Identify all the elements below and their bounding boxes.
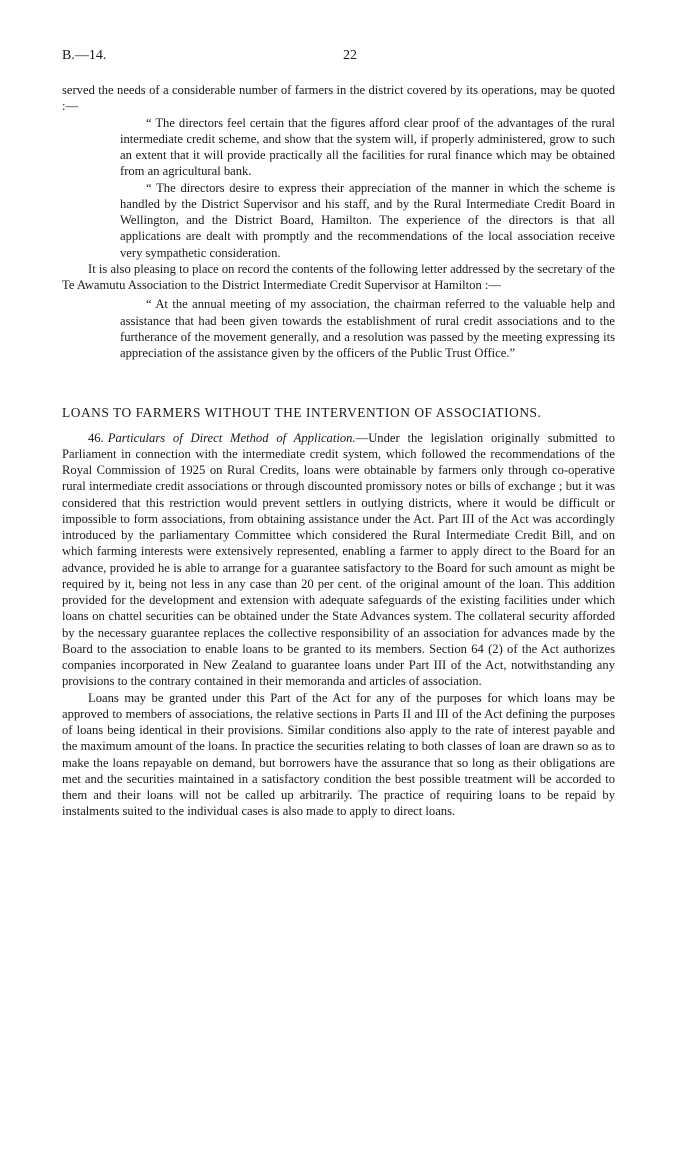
paragraph-46 — [62, 430, 615, 690]
paragraph-number: 46. — [88, 430, 104, 445]
page-number: 22 — [343, 48, 357, 63]
quote-paragraph: “ At the annual meeting of my association, the chairman referred to the valuable help and assistance that had been given towards the establishment of rural credit associations and to the furtherance of the movement generally, and a resolution was passed by the meeting expressing its appreciation of the assistance given by the officers of the Public Trust Office.” — [120, 297, 615, 360]
directors-quote — [120, 115, 615, 261]
paragraph-body: —Under the legislation originally submitted to Parliament in connection with the intermediate credit system, which followed the recommendations of the Royal Commission of 1925 on Rural Credits, loans were obtainable by farmers only through co-operative rural intermediate credit associations or through discounted promissory notes or bills of exchange ; but it was considered that this restriction would prevent settlers in outlying districts, where it would be difficult or impossible to form associations, from obtaining assistance under the Act. Part III of the Act was accordingly introduced by the parliamentary Committee which considered the Rural Intermediate Credit Bill, and on which farming interests were extensively represented, enabling a farmer to apply direct to the Board for an advance, provided he is able to arrange for a guarantee satisfactory to the Board for such amount as might be required by it, being not less in any case than 20 per cent. of the original amount of the loan. This addition provided for the development and extension with adequate safeguards of the existing facilities under which loans on chattel securities can be obtained under the State Advances system. The collateral security afforded by the necessary guarantee replaces the collective responsibility of an association for advances made by the Board to the association to enable loans to be granted to its members. Section 64 (2) of the Act authorizes companies incorporated in New Zealand to guarantee loans under Part III of the Act, notwithstanding any provisions to the contrary contained in their memoranda and articles of association. — [62, 430, 615, 689]
section-heading: LOANS TO FARMERS WITHOUT THE INTERVENTION OF ASSOCIATIONS. — [62, 405, 542, 421]
letter-quote — [120, 296, 615, 361]
running-header — [62, 48, 638, 68]
quote-paragraph: “ The directors feel certain that the figures afford clear proof of the advantages of the rural intermediate credit scheme, and show that the system will, if properly administered, grow to such an extent that it will provide practically all the facilities for rural finance which may be obtained from an agricultural bank. — [120, 115, 615, 179]
body-text — [62, 82, 615, 820]
letter-intro-paragraph: It is also pleasing to place on record the contents of the following letter addressed by the secretary of the Te Awamutu Association to the District Intermediate Credit Supervisor at Hamilton :— — [62, 261, 615, 292]
intro-paragraph: served the needs of a considerable number of farmers in the district covered by its operations, may be quoted :— — [62, 83, 615, 114]
document-reference: B.—14. — [62, 48, 107, 63]
loans-paragraph: Loans may be granted under this Part of the Act for any of the purposes for which loans may be approved to members of associations, the relative sections in Parts II and III of the Act defining the purposes of loans being identical in their provisions. Similar conditions also apply to the rate of interest payable and the maximum amount of the loans. In practice the securities relating to both classes of loan are drawn so as to make the loans repayable on demand, but borrowers have the assurance that so long as their obligations are met and the securities maintained in a satisfactory condition the best possible treatment will be accorded to them and their loans will not be called up arbitrarily. The practice of requiring loans to be repaid by instalments suited to the individual cases is also made to apply to direct loans. — [62, 690, 615, 819]
quote-paragraph: “ The directors desire to express their appreciation of the manner in which the scheme is handled by the District Supervisor and his staff, and by the Rural Intermediate Credit Board in Wellington, and the District Board, Hamilton. The experience of the directors is that all applications are dealt with promptly and the recommendations of the local association receive very sympathetic consideration. — [120, 180, 615, 260]
paragraph-title: Particulars of Direct Method of Application. — [107, 430, 356, 445]
